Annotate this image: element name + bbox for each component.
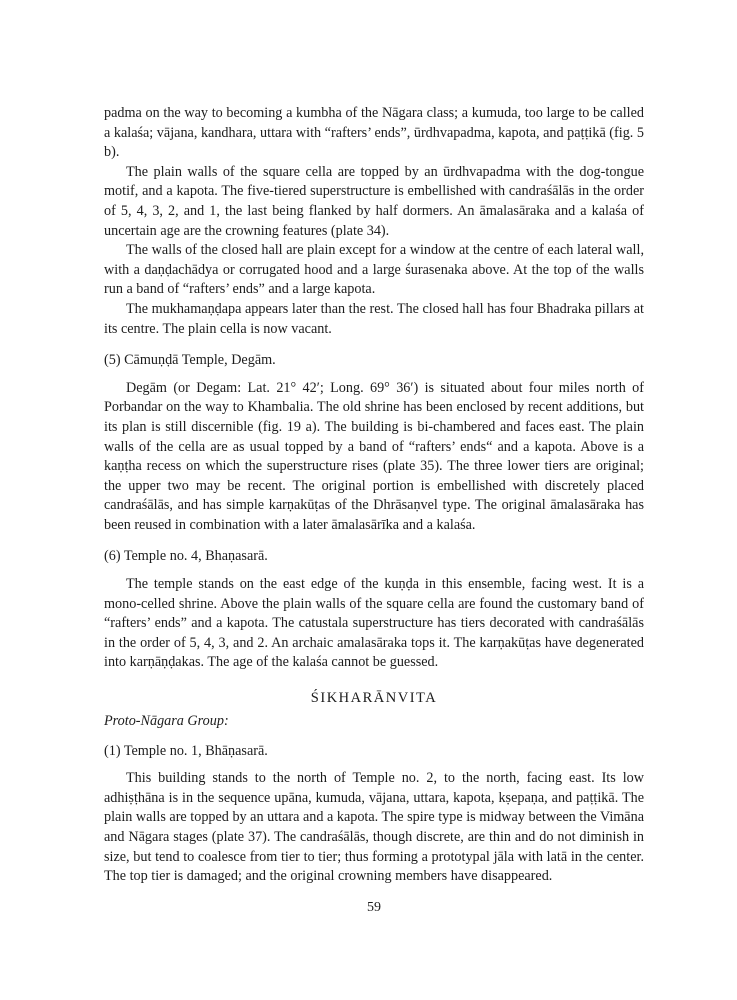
paragraph-mukhamandapa: The mukhamaṇḍapa appears later than the rest. The closed hall has four Bhadraka pillars at its centre. The plain cella is now vacant. [104,300,644,337]
subheading-camunda-temple: (5) Cāmuṇḍā Temple, Degām. [104,352,276,369]
subheading-temple-no-1: (1) Temple no. 1, Bhāṇasarā. [104,742,268,759]
paragraph-cella-walls: The plain walls of the square cella are topped by an ūrdhvapadma with the dog-tongue motif, and a kapota. The five-tiered superstructure is embellished with candraśālās in the order of 5, 4, 3, 2, and 1, the last being flanked by half dormers. An āmalasāraka and a kalaśa of uncertain age are the crowning features (plate 34). [104,163,644,239]
paragraph-closed-hall: The walls of the closed hall are plain except for a window at the centre of each lateral wall, with a daṇḍachādya or corrugated hood and a large śurasenaka above. At the top of the walls run a band of “rafters’ ends” and a large kapota. [104,242,644,298]
paragraph-temple-no-1: This building stands to the north of Temple no. 2, to the north, facing east. Its low adhiṣṭhāna is in the sequence upāna, kumuda, vājana, uttara, kapota, kṣepaṇa, and paṭṭikā. The plain walls are topped by an uttara and a kapota. The spire type is midway between the Vimāna and Nāgara stages (plate 37). The candraśālās, though discrete, are thin and do not diminish in size, but tend to coalesce from tier to tier; thus forming a prototypal jāla with latā in the center. The top tier is damaged; and the original crowning members have disappeared. [104,770,644,885]
lower-text-block [104,712,644,887]
paragraph-degam: Degām (or Degam: Lat. 21° 42′; Long. 69° 36′) is situated about four miles north of Porbandar on the way to Khambalia. The old shrine has been enclosed by recent additions, but its plan is still discernible (fig. 19 a). The building is bi-chambered and faces east. The plain walls of the cella are as usual topped by a band of “rafters’ ends“ and a kapota. Above is a kaṇṭha recess on which the superstructure rises (plate 35). The three lower tiers are original; the upper two may be recent. The original portion is embellished with discretely placed candraśālās, and has simple karṇakūṭas of the Dhrāsaṇvel type. The original āmalasāraka has been reused in combination with a later āmalasārīka and a kalaśa. [104,379,644,533]
section-title: ŚIKHARĀNVITA [310,690,438,706]
paragraph-temple-no-4: The temple stands on the east edge of the kuṇḍa in this ensemble, facing west. It is a mono-celled shrine. Above the plain walls of the square cella are found the customary band of “rafters’ ends” and a kapota. The catustala superstructure has tiers decorated with candraśālās in the order of 5, 4, 3, and 2. An archaic amalasāraka tops it. The karṇakūṭas have degenerated into karṇāṇḍakas. The age of the kalaśa cannot be guessed. [104,576,644,671]
subgroup-heading: Proto-Nāgara Group: [104,713,229,729]
upper-text-block [104,104,644,673]
continued-paragraph: padma on the way to becoming a kumbha of the Nāgara class; a kumuda, too large to be called a kalaśa; vājana, kandhara, uttara with “rafters’ ends”, ūrdhvapadma, kapota, and paṭṭikā (fig. 5 b). [104,105,644,161]
page-number: 59 [367,900,381,915]
subheading-temple-no-4: (6) Temple no. 4, Bhaṇasarā. [104,548,268,565]
